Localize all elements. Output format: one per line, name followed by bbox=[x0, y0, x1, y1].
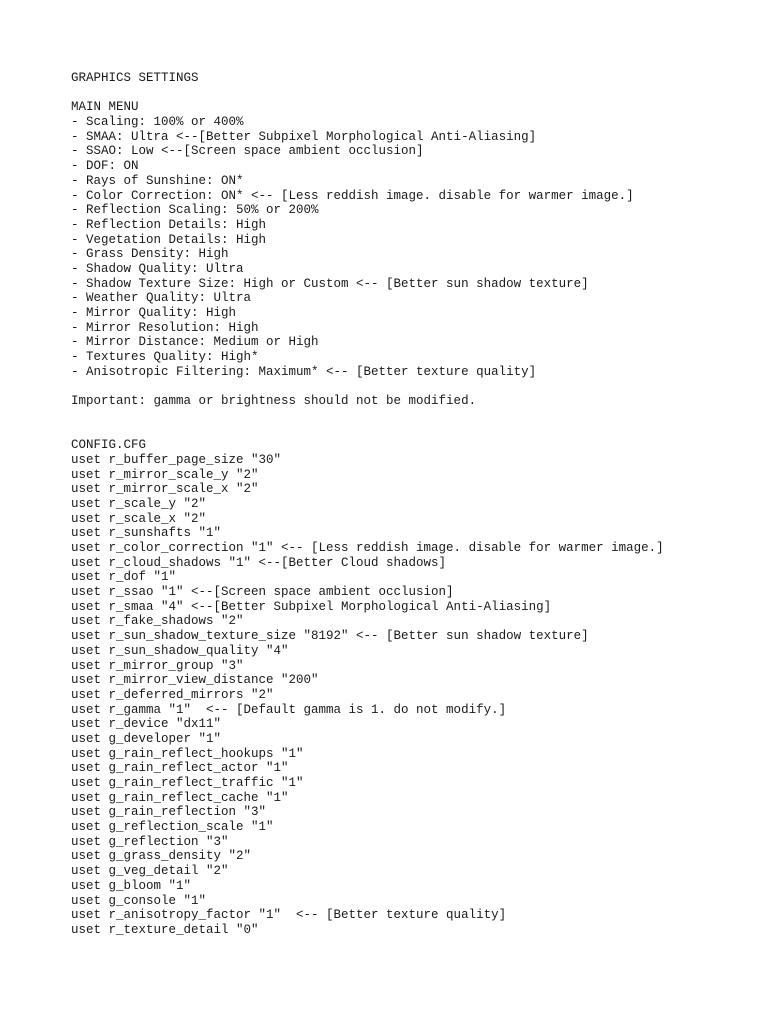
config-list bbox=[71, 453, 761, 938]
config-line: uset r_scale_y "2" bbox=[71, 496, 207, 511]
main-menu-item: - Grass Density: High bbox=[71, 247, 229, 262]
config-line: uset g_rain_reflect_hookups "1" bbox=[71, 746, 304, 761]
config-line: uset g_rain_reflection "3" bbox=[71, 805, 267, 820]
config-line: uset r_sun_shadow_quality "4" bbox=[71, 643, 289, 658]
main-menu-heading: MAIN MENU bbox=[71, 100, 139, 115]
main-menu-item: - Shadow Quality: Ultra bbox=[71, 261, 244, 276]
main-menu-item: - Mirror Resolution: High bbox=[71, 320, 259, 335]
main-menu-item: - Shadow Texture Size: High or Custom <-- [Better sun shadow texture] bbox=[71, 276, 589, 291]
main-menu-item: - SMAA: Ultra <--[Better Subpixel Morphological Anti-Aliasing] bbox=[71, 129, 537, 144]
config-line: uset g_rain_reflect_traffic "1" bbox=[71, 776, 304, 791]
config-line: uset g_bloom "1" bbox=[71, 878, 192, 893]
config-line: uset r_sun_shadow_texture_size "8192" <-- [Better sun shadow texture] bbox=[71, 629, 589, 644]
config-line: uset r_anisotropy_factor "1" <-- [Better texture quality] bbox=[71, 908, 507, 923]
document-title: GRAPHICS SETTINGS bbox=[71, 71, 199, 85]
config-line: uset g_developer "1" bbox=[71, 731, 222, 746]
spacer bbox=[71, 409, 761, 438]
config-line: uset r_scale_x "2" bbox=[71, 511, 207, 526]
spacer bbox=[71, 379, 761, 394]
config-line: uset g_reflection "3" bbox=[71, 834, 229, 849]
main-menu-item: - Color Correction: ON* <-- [Less reddish image. disable for warmer image.] bbox=[71, 188, 634, 203]
main-menu-item: - Textures Quality: High* bbox=[71, 350, 259, 365]
config-line: uset g_veg_detail "2" bbox=[71, 864, 229, 879]
config-line: uset g_rain_reflect_cache "1" bbox=[71, 790, 289, 805]
config-line: uset r_texture_detail "0" bbox=[71, 922, 259, 937]
config-line: uset r_gamma "1" <-- [Default gamma is 1. do not modify.] bbox=[71, 702, 507, 717]
config-line: uset r_mirror_view_distance "200" bbox=[71, 673, 319, 688]
config-line: uset g_console "1" bbox=[71, 893, 207, 908]
main-menu-list bbox=[71, 115, 761, 379]
config-line: uset r_deferred_mirrors "2" bbox=[71, 687, 274, 702]
config-line: uset r_buffer_page_size "30" bbox=[71, 452, 282, 467]
main-menu-item: - Scaling: 100% or 400% bbox=[71, 115, 244, 130]
config-line: uset r_dof "1" bbox=[71, 570, 177, 585]
spacer bbox=[71, 86, 761, 101]
main-menu-item: - Vegetation Details: High bbox=[71, 232, 267, 247]
main-menu-item: - SSAO: Low <--[Screen space ambient occlusion] bbox=[71, 144, 424, 159]
config-line: uset r_device "dx11" bbox=[71, 717, 222, 732]
document-body bbox=[71, 71, 761, 938]
config-line: uset r_ssao "1" <--[Screen space ambient occlusion] bbox=[71, 585, 454, 600]
main-menu-item: - DOF: ON bbox=[71, 159, 139, 174]
config-section bbox=[71, 438, 761, 937]
config-line: uset g_reflection_scale "1" bbox=[71, 820, 274, 835]
config-heading: CONFIG.CFG bbox=[71, 438, 147, 453]
main-menu-item: - Anisotropic Filtering: Maximum* <-- [Better texture quality] bbox=[71, 364, 537, 379]
config-line: uset r_mirror_scale_y "2" bbox=[71, 467, 259, 482]
config-line: uset r_mirror_group "3" bbox=[71, 658, 244, 673]
config-line: uset r_sunshafts "1" bbox=[71, 526, 222, 541]
main-menu-item: - Reflection Scaling: 50% or 200% bbox=[71, 203, 319, 218]
main-menu-item: - Weather Quality: Ultra bbox=[71, 291, 252, 306]
main-menu-item: - Reflection Details: High bbox=[71, 217, 267, 232]
config-line: uset r_fake_shadows "2" bbox=[71, 614, 244, 629]
config-line: uset r_color_correction "1" <-- [Less reddish image. disable for warmer image.] bbox=[71, 541, 664, 556]
main-menu-section bbox=[71, 100, 761, 379]
config-line: uset r_smaa "4" <--[Better Subpixel Morphological Anti-Aliasing] bbox=[71, 599, 552, 614]
main-menu-item: - Rays of Sunshine: ON* bbox=[71, 173, 244, 188]
important-note: Important: gamma or brightness should not be modified. bbox=[71, 394, 477, 409]
config-line: uset r_cloud_shadows "1" <--[Better Cloud shadows] bbox=[71, 555, 447, 570]
config-line: uset g_rain_reflect_actor "1" bbox=[71, 761, 289, 776]
main-menu-item: - Mirror Distance: Medium or High bbox=[71, 335, 319, 350]
main-menu-item: - Mirror Quality: High bbox=[71, 306, 237, 320]
config-line: uset g_grass_density "2" bbox=[71, 849, 252, 864]
config-line: uset r_mirror_scale_x "2" bbox=[71, 482, 259, 497]
